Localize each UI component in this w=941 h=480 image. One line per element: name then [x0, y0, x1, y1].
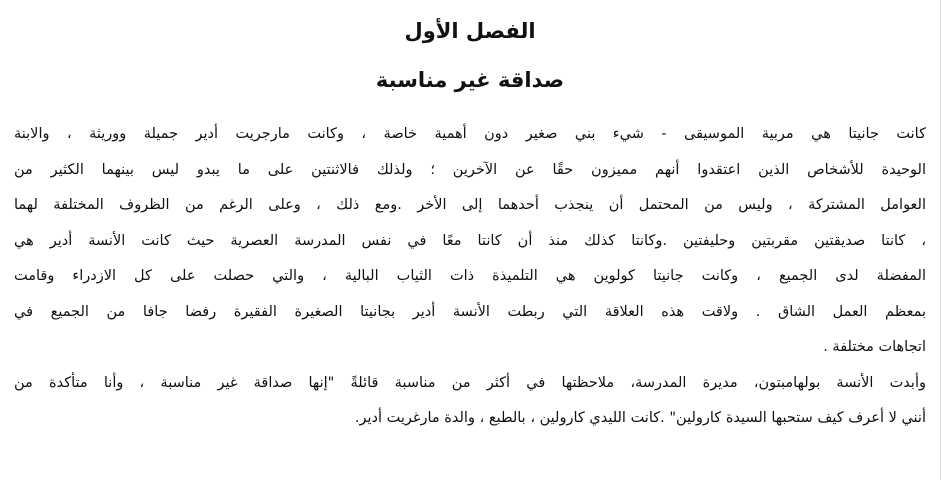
text-line: الوحيدة للأشخاص الذين اعتقدوا أنهم مميزون حقًا عن الآخرين ؛ ولذلك فالاثنتين على ما يبدو ليس بينهما الكثير من [14, 161, 926, 178]
text-line: وأبدت الأنسة بولهامبتون، مديرة المدرسة، ملاحظتها في أكثر من مناسبة قائلةً "إنها صداقة غير مناسبة ، وأنا متأكدة من [14, 374, 926, 391]
chapter-title: الفصل الأول [404, 19, 536, 43]
body-text [14, 117, 926, 437]
text-line: المفضلة لدى الجميع ، وكانت جانيتا كولوين هي التلميذة ذات الثياب البالية ، والتي حصلت على كل الازدراء وقامت [14, 268, 926, 284]
text-line: العوامل المشتركة ، وليس من المحتمل أن ينجذب أحدهما إلى الأخر .ومع ذلك ، وعلى الرغم من الظروف المختلفة لهما [14, 197, 926, 213]
text-line: ، كانتا صديقتين مقربتين وحليفتين .وكانتا كذلك منذ أن كانتا معًا في نفس المدرسة العصرية حيث كانت الأنسة أدير هي [14, 232, 926, 249]
text-line: بمعظم العمل الشاق . ولاقت هذه العلاقة التي ربطت الأنسة أدير بجانيتا الصغيرة الفقيرة رفضا جافا من الجميع في [14, 303, 926, 320]
text-line: أنني لا أعرف كيف ستحبها السيدة كارولين" .كانت الليدي كارولين ، بالطبع ، والدة مارغريت أدير. [354, 410, 926, 426]
text-line: اتجاهات مختلفة . [823, 339, 926, 355]
text-line: كانت جانيتا هي مربية الموسيقى - شيء بني صغير دون أهمية خاصة ، وكانت مارجريت أدير جميلة ووريثة ، والابنة [14, 126, 926, 142]
story-title: صداقة غير مناسبة [375, 68, 565, 92]
